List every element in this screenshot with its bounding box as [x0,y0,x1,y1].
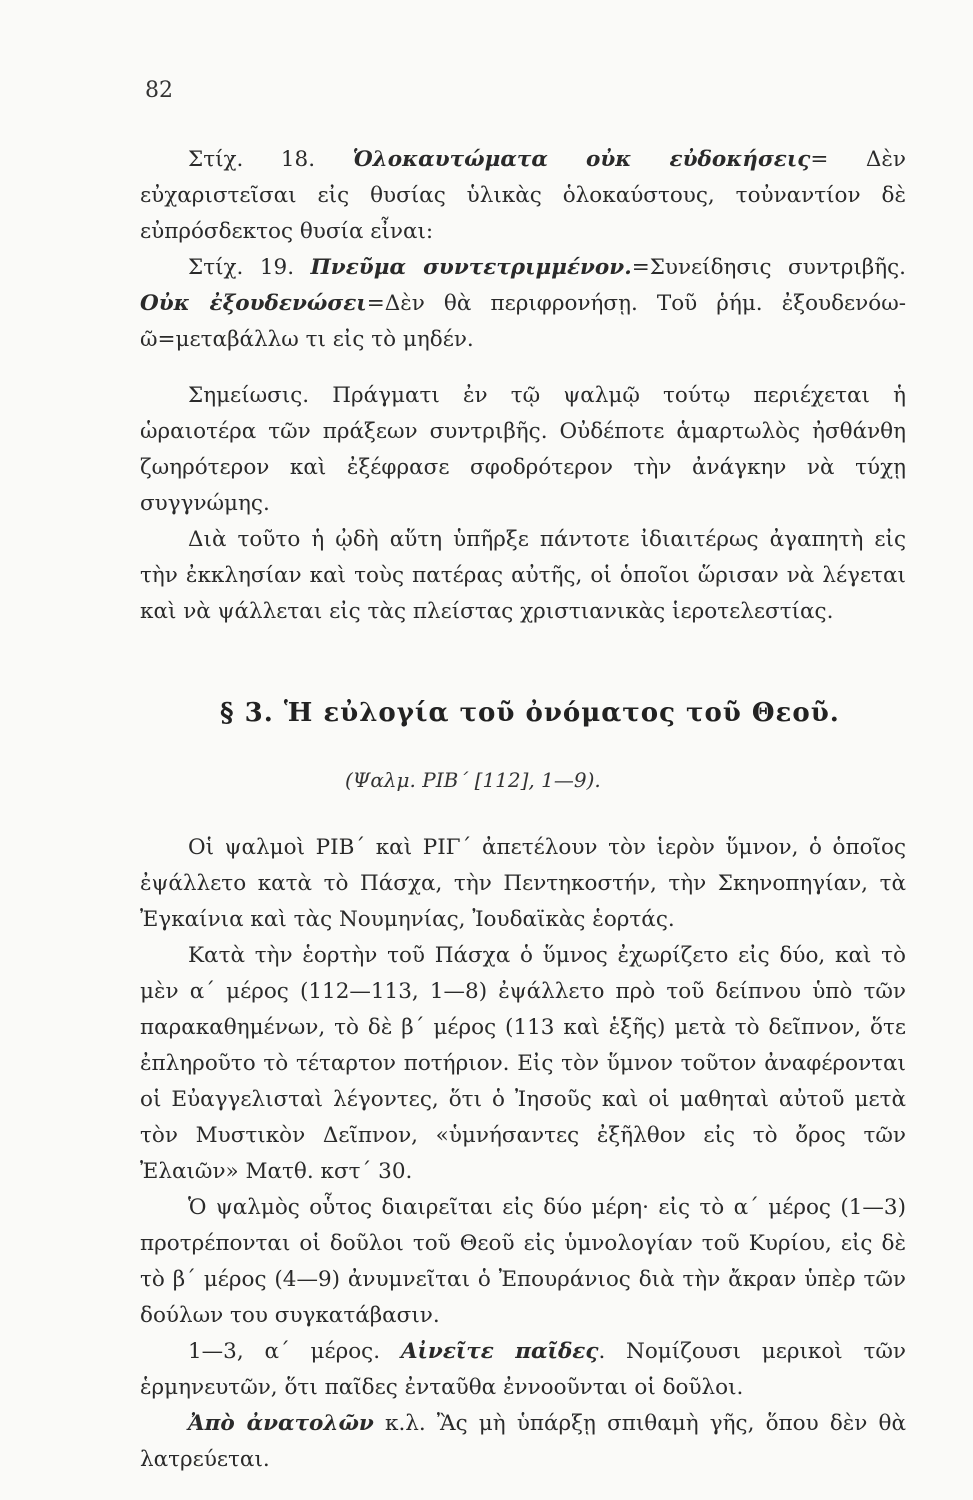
section-heading: § 3. Ἡ εὐλογία τοῦ ὀνόματος τοῦ Θεοῦ. [220,698,840,728]
part-a-gloss: . Νομίζουσι μερικοὶ τῶν ἑρμηνευτῶν, ὅτι παῖδες ἐνταῦθα ἐννοοῦνται οἱ δοῦλοι. [140,1339,906,1400]
passover-paragraph: Κατὰ τὴν ἑορτὴν τοῦ Πάσχα ὁ ὕμνος ἐχωρίζετο εἰς δύο, καὶ τὸ μὲν α΄ μέρος (112—113, 1—8) ἐψάλλετο πρὸ τοῦ δείπνου ὑπὸ τῶν παρακαθημένων, τὸ δὲ β΄ μέρος (113 καὶ ἑξῆς) μετὰ τὸ δεῖπνον, ὅτε ἐπληροῦτο τὸ τέταρτον ποτήριον. Εἰς τὸν ὕμνον τοῦτον ἀναφέρονται οἱ Εὐαγγελισταὶ λέγοντες, ὅτι ὁ Ἰησοῦς καὶ οἱ μαθηταὶ αὐτοῦ μετὰ τὸν Μυστικὸν Δεῖπνον, «ὑμνήσαντες ἐξῆλθον εἰς τὸ ὄρος τῶν Ἐλαιῶν» Ματθ. κστ΄ 30. [140,943,906,1184]
psalm-commentary [140,830,906,1478]
part-a-phrase: Αἰνεῖτε παῖδες [400,1339,599,1364]
verse-18-note [140,142,906,250]
verse-19-label: Στίχ. 19. [188,255,311,280]
verse-19-gloss: =Συνείδησις συντριβῆς. [631,255,906,280]
remark-paragraph: Σημείωσις. Πράγματι ἐν τῷ ψαλμῷ τούτῳ περιέχεται ἡ ὡραιοτέρα τῶν πράξεων συντριβῆς. Οὐδέποτε ἁμαρτωλὸς ἠσθάνθη ζωηρότερον καὶ ἐξέφρασε σφοδρότερον τὴν ἀνάγκην νὰ τύχῃ συγγνώμης. [140,383,906,516]
east-paragraph [140,1406,906,1478]
part-a-label: 1—3, α΄ μέρος. [188,1339,401,1364]
verse-19-phrase-2: Οὐκ ἐξουδενώσει [140,291,367,316]
section-reference: (Ψαλμ. ΡΙΒ΄ [112], 1—9). [345,768,601,792]
verse-19-gloss-2: =Δὲν θὰ περιφρονήσῃ. Τοῦ ῥήμ. ἐξουδενόω-ῶ=μεταβάλλω τι εἰς τὸ μηδέν. [140,291,906,352]
verse-18-gloss: = Δὲν εὐχαριστεῖσαι εἰς θυσίας ὑλικὰς ὁλοκαύστους, τοὐναντίον δὲ εὐπρόσδεκτος θυσία εἶναι: [140,147,906,244]
psalms-hymn-paragraph: Οἱ ψαλμοὶ ΡΙΒ΄ καὶ ΡΙΓ΄ ἀπετέλουν τὸν ἱερὸν ὕμνον, ὁ ὁποῖος ἐψάλλετο κατὰ τὸ Πάσχα, τὴν Πεντηκοστήν, τὴν Σκηνοπηγίαν, τὰ Ἐγκαίνια καὶ τὰς Νουμηνίας, Ἰουδαϊκὰς ἑορτάς. [140,835,906,932]
verse-18-phrase: Ὁλοκαυτώματα οὐκ εὐδοκήσεις [352,147,811,172]
part-a-paragraph [140,1334,906,1406]
remark-block [140,378,906,630]
east-phrase: Ἀπὸ ἀνατολῶν [188,1411,374,1436]
verse-19-note [140,250,906,358]
psalm-division-paragraph: Ὁ ψαλμὸς οὗτος διαιρεῖται εἰς δύο μέρη· εἰς τὸ α΄ μέρος (1—3) προτρέπονται οἱ δοῦλοι τοῦ Θεοῦ εἰς ὑμνολογίαν τοῦ Κυρίου, εἰς δὲ τὸ β΄ μέρος (4—9) ἀνυμνεῖται ὁ Ἐπουράνιος διὰ τὴν ἄκραν ὑπὲρ τῶν δούλων του συγκατάβασιν. [140,1195,906,1328]
church-usage-paragraph: Διὰ τοῦτο ἡ ᾠδὴ αὕτη ὑπῆρξε πάντοτε ἰδιαιτέρως ἀγαπητὴ εἰς τὴν ἐκκλησίαν καὶ τοὺς πατέρας αὐτῆς, οἱ ὁποῖοι ὥρισαν νὰ λέγεται καὶ νὰ ψάλλεται εἰς τὰς πλείστας χριστιανικὰς ἱεροτελεστίας. [140,527,906,624]
verse-18-label: Στίχ. 18. [188,147,353,172]
verse-notes [140,142,906,358]
verse-19-phrase: Πνεῦμα συντετριμμένον. [310,255,632,280]
page-number: 82 [145,78,173,103]
east-gloss: κ.λ. Ἂς μὴ ὑπάρξῃ σπιθαμὴ γῆς, ὅπου δὲν θὰ λατρεύεται. [140,1411,906,1472]
